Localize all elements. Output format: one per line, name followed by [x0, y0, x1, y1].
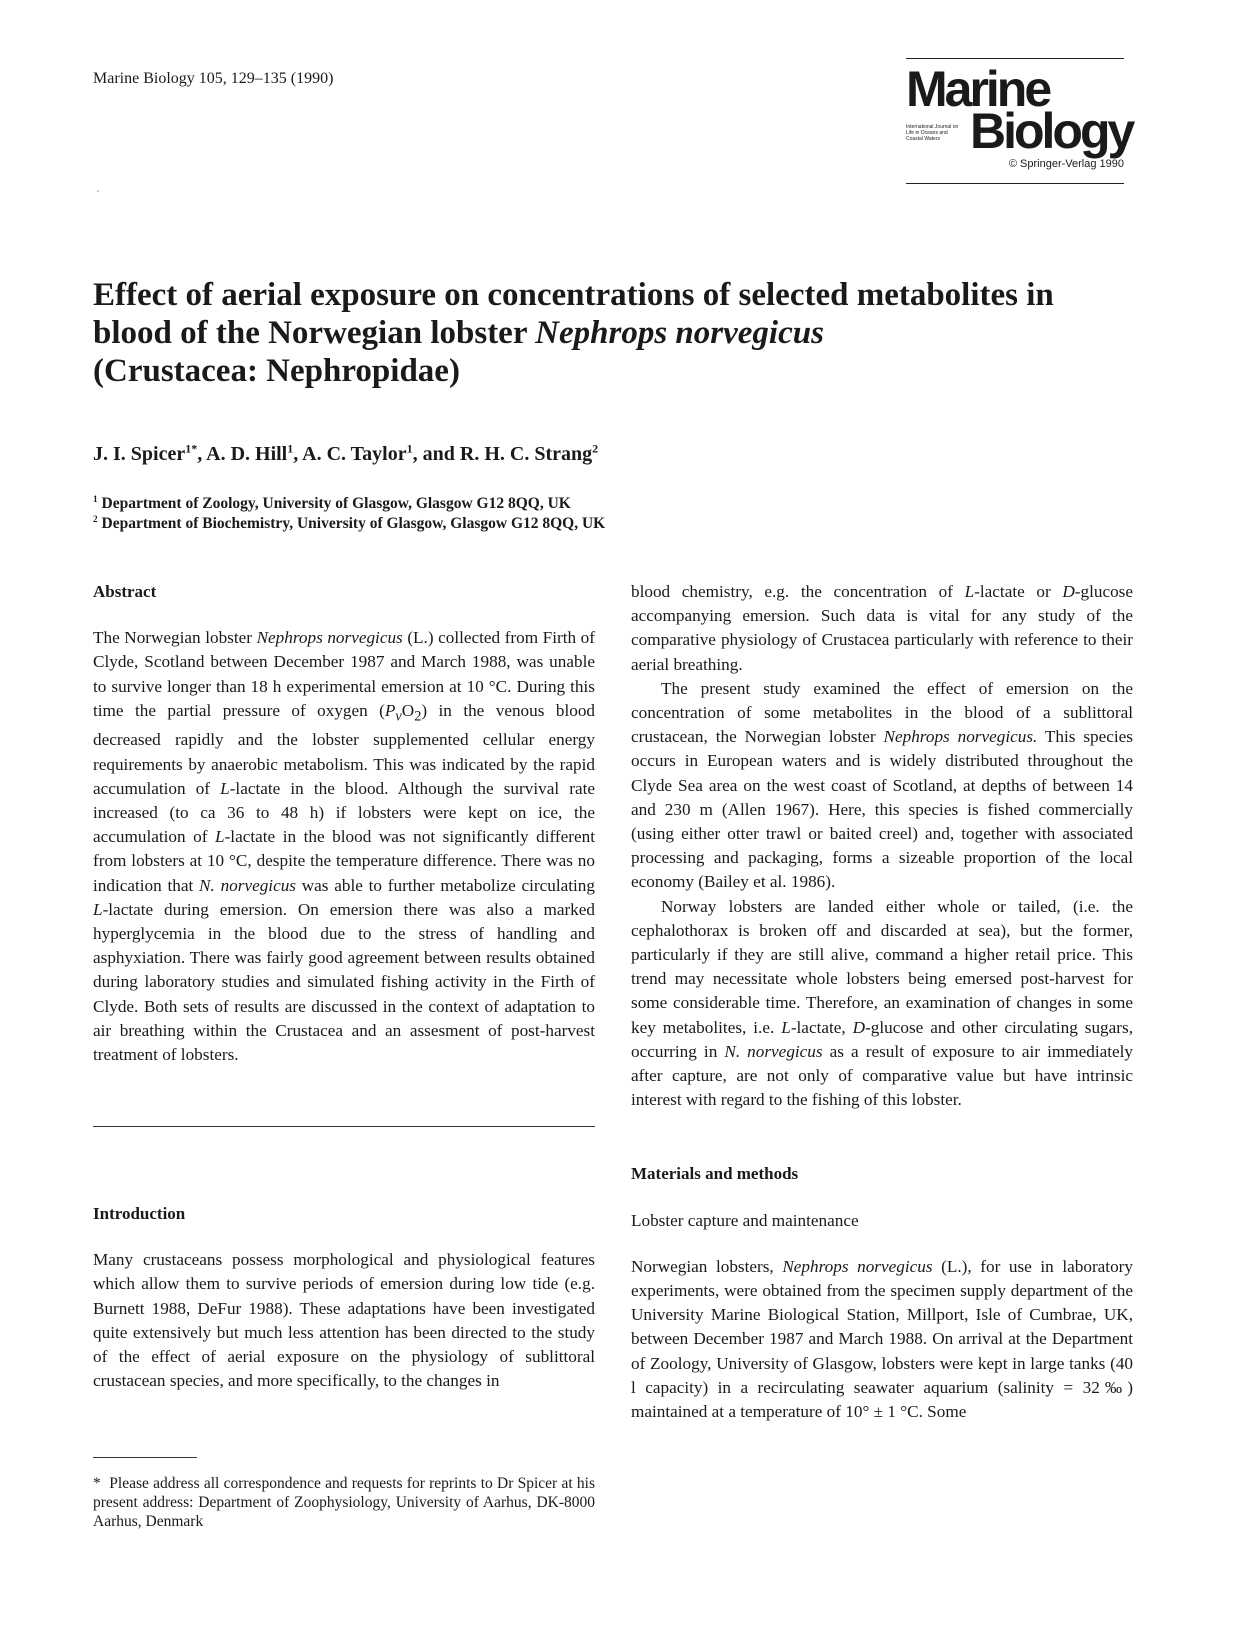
affiliation-text: Department of Zoology, University of Glasgow, Glasgow G12 8QQ, UK	[101, 495, 571, 512]
introduction-heading: Introduction	[93, 1204, 186, 1223]
footnote	[93, 1474, 595, 1531]
left-column	[93, 580, 595, 1067]
affiliation	[93, 494, 605, 514]
logo-bottom-rule	[906, 183, 1124, 184]
author-name: R. H. C. Strang	[459, 443, 593, 465]
author-affil: 1	[406, 441, 413, 456]
intro-paragraph-3: Norway lobsters are landed either whole or tailed, (i.e. the cephalothorax is broken off and discarded at sea), but the former, particularly if they are still alive, command a higher retail price. This trend may necessitate whole lobsters being emersed post-harvest for some considerable time. Therefore, an examination of changes in some key metabolites, i.e. L-lactate, D-glucose and other circulating sugars, occurring in N. norvegicus as a result of exposure to air immediately after capture, are not only of comparative value but have intrinsic interest with regard to the fishing of this lobster.	[631, 896, 1133, 1110]
author-sep: ,	[293, 443, 303, 465]
logo-marine: Marine	[906, 61, 1050, 117]
footnote-text: Please address all correspondence and requests for reprints to Dr Spicer at his present address: Department of Zoophysiology, University of Aarhus, DK-8000 Aarhus, Denmark	[93, 1475, 595, 1530]
author-name: J. I. Spicer	[93, 443, 186, 465]
author-sep: , and	[412, 443, 460, 465]
title-species: Nephrops norvegicus	[535, 315, 824, 351]
affiliation	[93, 514, 605, 534]
author-name: A. D. Hill	[206, 443, 288, 465]
copyright-notice: © Springer-Verlag 1990	[1008, 158, 1124, 170]
affiliation-text: Department of Biochemistry, University of Glasgow, Glasgow G12 8QQ, UK	[101, 515, 606, 532]
title-text: Effect of aerial exposure on concentrations of selected metabolites in blood of the Norwegian lobster	[93, 277, 1054, 351]
author-affil: 1*	[185, 441, 198, 456]
abstract-divider	[93, 1126, 595, 1127]
right-column	[631, 580, 1133, 1424]
intro-paragraph-2: The present study examined the effect of emersion on the concentration of some metabolites in the blood of a sublittoral crustacean, the Norwegian lobster Nephrops norvegicus. This species occurs in European waters and is widely distributed throughout the Clyde Sea area on the west coast of Scotland, at depths of between 14 and 230 m (Allen 1967). Here, this species is fished commercially (using either otter trawl or baited creel) and, together with associated processing and packaging, forms a sizeable proportion of the local economy (Bailey et al. 1986).	[631, 678, 1133, 892]
intro-continuation: blood chemistry, e.g. the concentration of L-lactate or D-glucose accompanying emersion. Such data is vital for any study of the comparative physiology of Crustacea particularly with reference to their aerial breathing.	[631, 582, 1133, 674]
affiliation-number: 1	[93, 494, 98, 505]
author-affil: 1	[287, 441, 294, 456]
affiliations	[93, 494, 605, 534]
author-affil: 2	[592, 441, 599, 456]
abstract-heading: Abstract	[93, 582, 157, 601]
introduction-text: Many crustaceans possess morphological and physiological features which allow them to survive periods of emersion during low tide (e.g. Burnett 1988, DeFur 1988). These adaptations have been investigated quite extensively but much less attention has been directed to the study of the effect of aerial exposure on the physiology of sublittoral crustacean species, and more specifically, to the changes in	[93, 1250, 595, 1391]
title-taxon: (Crustacea: Nephropidae)	[93, 353, 460, 389]
author-sep: ,	[197, 443, 207, 465]
methods-heading: Materials and methods	[631, 1164, 799, 1184]
methods-subheading: Lobster capture and maintenance	[631, 1210, 859, 1230]
running-head: Marine Biology 105, 129–135 (1990)	[93, 70, 334, 87]
journal-logo	[906, 58, 1133, 184]
article-title	[93, 276, 1093, 390]
methods-text: Norwegian lobsters, Nephrops norvegicus (L.), for use in laboratory experiments, were obtained from the specimen supply department of the University Marine Biological Station, Millport, Isle of Cumbrae, UK, between December 1987 and March 1988. On arrival at the Department of Zoology, University of Glasgow, lobsters were kept in large tanks (40 l capacity) in a recirculating seawater aquarium (salinity = 32‰) maintained at a temperature of 10° ± 1 °C. Some	[631, 1256, 1133, 1422]
scan-speck	[97, 190, 99, 192]
footnote-marker: *	[93, 1475, 101, 1492]
abstract-text: The Norwegian lobster Nephrops norvegicus (L.) collected from Firth of Clyde, Scotland between December 1987 and March 1988, was unable to survive longer than 18 h experimental emersion at 10 °C. During this time the partial pressure of oxygen $(P_vO_2)$ in the venous blood decreased rapidly and the lobster supplemented cellular energy requirements by anaerobic metabolism. This was indicated by the rapid accumulation of L-lactate in the blood. Although the survival rate increased (to ca 36 to 48 h) if lobsters were kept on ice, the accumulation of L-lactate in the blood was not significantly different from lobsters at 10 °C, despite the temperature difference. There was no indication that N. norvegicus was able to further metabolize circulating L-lactate during emersion. On emersion there was also a marked hyperglycemia in the blood due to the stress of handling and asphyxiation. There was fairly good agreement between results obtained during laboratory studies and simulated fishing activity in the Firth of Clyde. Both sets of results are discussed in the context of adaptation to air breathing within the Crustacea and an assesment of post-harvest treatment of lobsters.	[93, 628, 596, 1065]
logo-tagline: International Journal on Life in Oceans and Coastal Waters	[906, 124, 959, 142]
author-name: A. C. Taylor	[302, 443, 407, 465]
footnote-rule	[93, 1457, 197, 1458]
affiliation-number: 2	[93, 514, 98, 525]
logo-top-rule	[906, 58, 1124, 59]
logo-biology: Biology	[970, 103, 1133, 159]
introduction-section	[93, 1202, 595, 1393]
author-list	[93, 443, 598, 466]
